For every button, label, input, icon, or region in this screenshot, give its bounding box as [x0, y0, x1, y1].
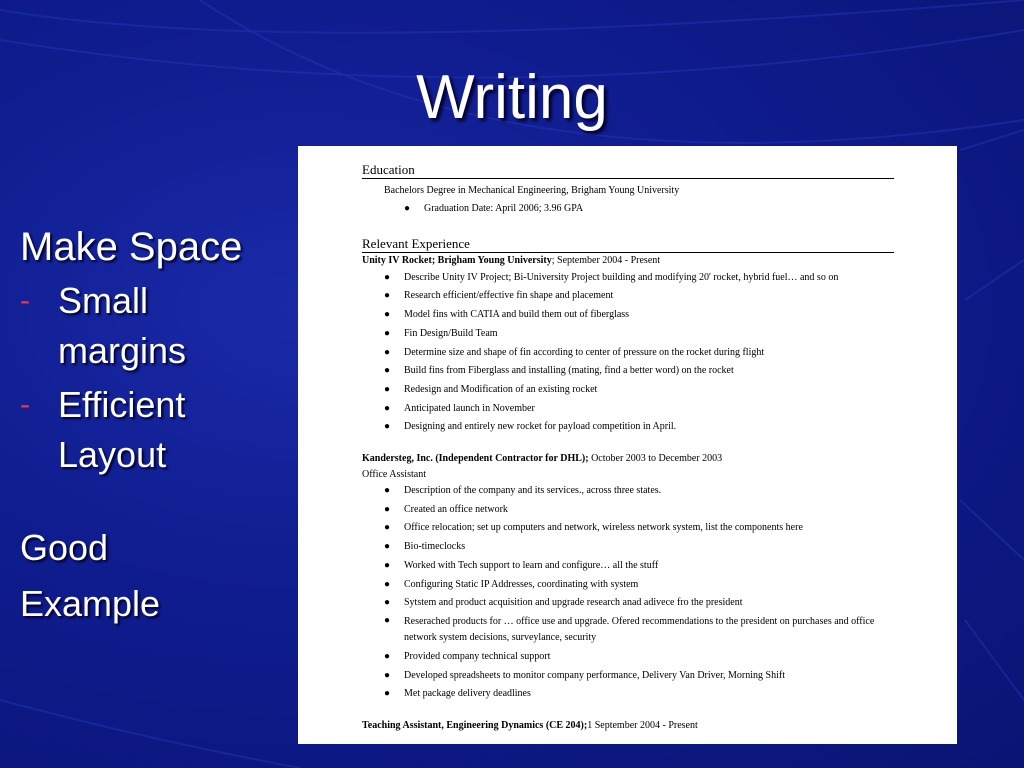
- list-item: ● Determine size and shape of fin according to center of pressure on the rocket during flight: [362, 344, 894, 363]
- bullet-dot-icon: ●: [384, 650, 391, 662]
- list-item: ● Developed spreadsheets to monitor company performance, Delivery Van Driver, Morning Shift: [362, 667, 894, 686]
- experience-heading: Relevant Experience: [362, 236, 894, 253]
- list-item: ● Reserached products for … office use and upgrade. Ofered recommendations to the president on purchases and office network system decisions, surveylance, security: [384, 614, 875, 643]
- list-item: ● Bio-timeclocks: [362, 538, 894, 557]
- list-item: ● Model fins with CATIA and build them out of fiberglass: [362, 306, 894, 325]
- left-bullet-text: Efficient Layout: [58, 384, 186, 475]
- list-item: ● Fin Design/Build Team: [362, 325, 894, 344]
- list-item: ● Provided company technical support: [362, 648, 894, 667]
- bullet-dot-icon: ●: [384, 421, 391, 433]
- bullet-dot-icon: ●: [384, 271, 391, 283]
- bullet-dot-icon: ●: [384, 541, 391, 553]
- left-bullet: [20, 276, 242, 376]
- bullet-dot-icon: ●: [384, 290, 391, 302]
- job-entry: [362, 718, 894, 734]
- job-bullets: [362, 482, 894, 704]
- list-item: ● Redesign and Modification of an existing rocket: [362, 381, 894, 400]
- left-text-block: [20, 222, 242, 632]
- example-label: Example: [20, 583, 161, 624]
- list-item: ● Research efficient/effective fin shape and placement: [362, 287, 894, 306]
- bullet-dot-icon: ●: [384, 614, 391, 626]
- job-title: Unity IV Rocket; Brigham Young University; September 2004 - Present: [362, 254, 661, 266]
- bullet-dot-icon: ●: [384, 503, 391, 515]
- list-item: ● Worked with Tech support to learn and configure… all the stuff: [362, 557, 894, 576]
- list-item: ● Build fins from Fiberglass and installing (mating, find a better word) on the rocket: [362, 362, 894, 381]
- job-title: Kandersteg, Inc. (Independent Contractor for DHL); October 2003 to December 2003: [362, 453, 723, 465]
- bullet-dot-icon: ●: [384, 309, 391, 321]
- bullet-dot-icon: ●: [384, 559, 391, 571]
- job-bullets: [362, 269, 894, 437]
- job-title: Teaching Assistant, Engineering Dynamics (CE 204);1 September 2004 - Present: [362, 720, 698, 732]
- make-space-heading: Make Space: [20, 225, 243, 269]
- list-item: ● Configuring Static IP Addresses, coordinating with system: [362, 576, 894, 595]
- bullet-dot-icon: ●: [384, 578, 391, 590]
- list-item: ● Created an office network: [362, 501, 894, 520]
- list-item: ● Graduation Date: April 2006; 3.96 GPA: [362, 200, 894, 219]
- bullet-dot-icon: ●: [384, 402, 391, 414]
- resume-document: [298, 146, 957, 744]
- bullet-dot-icon: ●: [384, 688, 391, 700]
- dash-bullet: -: [20, 388, 30, 421]
- list-item: ● Describe Unity IV Project; Bi-University Project building and modifying 20' rocket, hybrid fuel… and so on: [362, 269, 894, 288]
- degree-line: Bachelors Degree in Mechanical Engineering, Brigham Young University: [384, 185, 680, 196]
- job-entry: [362, 451, 894, 704]
- left-bullet: [20, 380, 242, 480]
- education-bullets: [362, 200, 894, 219]
- left-bullet-text: Small margins: [58, 280, 187, 371]
- bullet-dot-icon: ●: [384, 485, 391, 497]
- job-entry: [362, 253, 894, 437]
- bullet-dot-icon: ●: [384, 346, 391, 358]
- dash-bullet: -: [20, 284, 30, 317]
- list-item: ● Office relocation; set up computers and network, wireless network system, list the components here: [362, 519, 894, 538]
- bullet-dot-icon: ●: [384, 327, 391, 339]
- list-item: ● Designing and entirely new rocket for payload competition in April.: [362, 418, 894, 437]
- bullet-dot-icon: ●: [384, 365, 391, 377]
- education-heading: Education: [362, 162, 894, 179]
- bullet-dot-icon: ●: [384, 669, 391, 681]
- list-item: ● Met package delivery deadlines: [362, 685, 894, 704]
- list-item: ● Sytstem and product acquisition and upgrade research anad adivece fro the president: [362, 594, 894, 613]
- bullet-dot-icon: ●: [384, 383, 391, 395]
- bullet-dot-icon: ●: [404, 203, 411, 214]
- slide-title: Writing: [416, 63, 608, 132]
- good-label: Good: [20, 527, 109, 568]
- job-subtitle: Office Assistant: [362, 469, 426, 481]
- list-item: ● Anticipated launch in November: [362, 400, 894, 419]
- bullet-dot-icon: ●: [384, 522, 391, 534]
- list-item: ● Description of the company and its services., across three states.: [362, 482, 894, 501]
- bullet-dot-icon: ●: [384, 597, 391, 609]
